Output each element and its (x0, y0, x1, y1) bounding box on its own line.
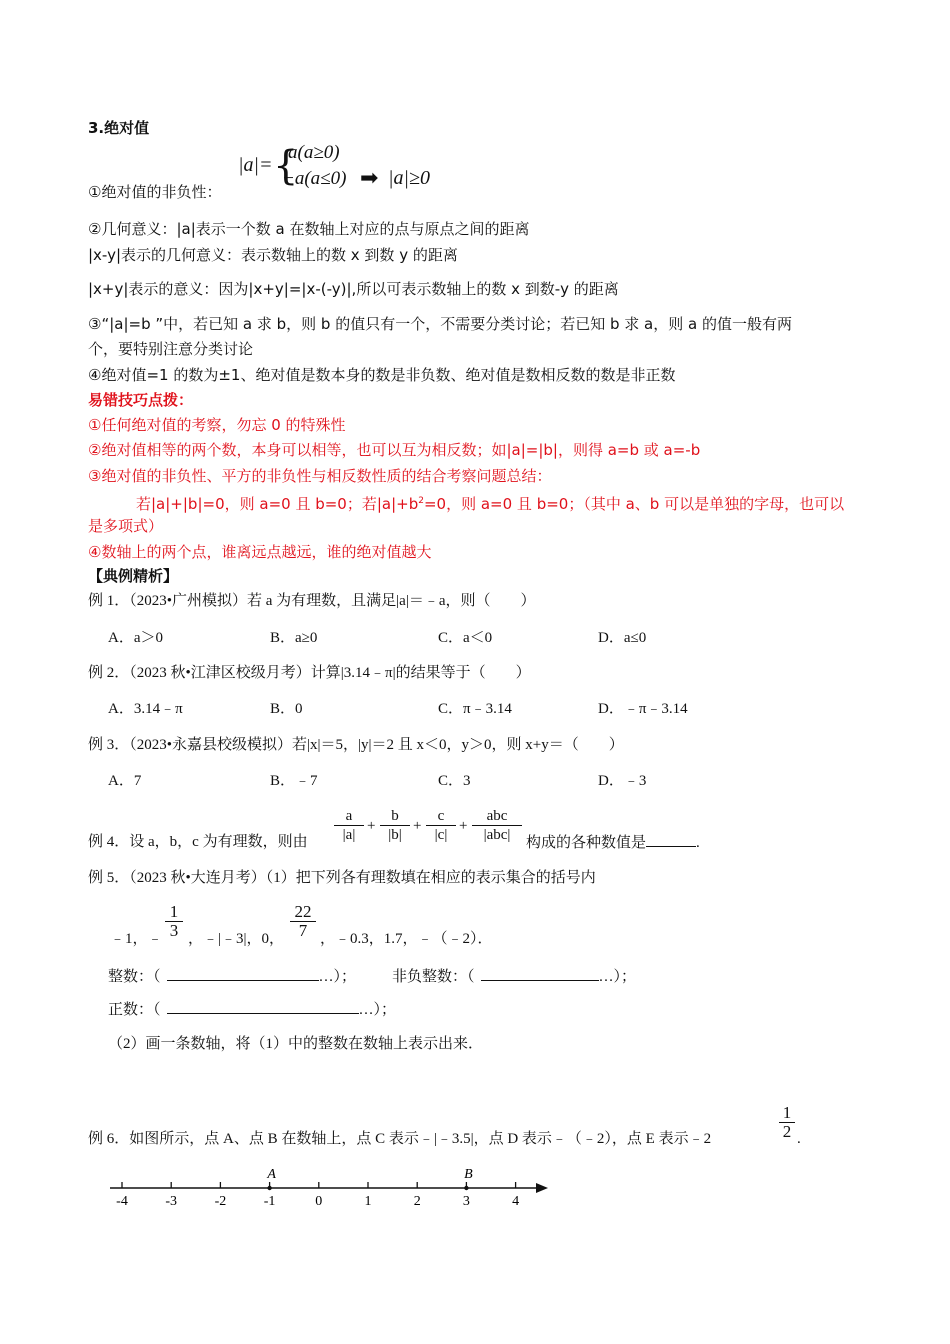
ex2-option-b: B．0 (270, 701, 303, 717)
ex1-option-d: D．a≤0 (598, 630, 647, 646)
ex6-frac-den: 2 (782, 1122, 792, 1141)
tip-3-detail (136, 491, 844, 514)
ex6-stem: 例 6．如图所示，点 A、点 B 在数轴上，点 C 表示﹣|﹣3.5|，点 D 表示﹣（﹣2），点 E 表示﹣2 (88, 1131, 712, 1147)
ex4-frac-c-den: |c| (434, 827, 448, 843)
ex5-nums-c: ，﹣0.3，1.7，﹣（﹣2）． (320, 931, 493, 947)
axis-tick-label: -1 (263, 1194, 276, 1209)
ex2-stem: 例 2．（2023 秋•江津区校级月考）计算|3.14﹣π|的结果等于（ ） (88, 665, 531, 681)
ex5-nums-a: ﹣1，﹣ (110, 931, 163, 947)
ex4-answer-blank[interactable] (646, 832, 696, 847)
ex4-frac-a-num: a (345, 808, 353, 824)
ex5-positive-set (108, 999, 396, 1020)
ex4-frac-b-num: b (391, 808, 399, 824)
ex5-int-end: …）； (318, 969, 357, 985)
ex5-nonneg-end: …）； (598, 969, 637, 985)
ex4-end: . (696, 835, 700, 851)
axis-arrow-icon (536, 1183, 548, 1193)
ex5-int-label: 整数：（ (108, 969, 161, 985)
ex5-nonneg-set (392, 966, 636, 987)
ex3-option-c: C．3 (438, 773, 471, 789)
section-title: 3.绝对值 (88, 119, 150, 137)
ex2-option-c: C．π﹣3.14 (438, 701, 512, 717)
p5-line1: ③“|a|=b ”中，若已知 a 求 b，则 b 的值只有一个，不需要分类讨论；若已知 b 求 a，则 a 的值一般有两 (88, 315, 792, 333)
axis-tick-label: 4 (512, 1194, 520, 1209)
ex4-fraction-b (380, 807, 410, 844)
ex5-frac2-den: 7 (298, 921, 308, 940)
tips-title: 易错技巧点拨： (88, 391, 194, 409)
ex5-int-blank[interactable] (167, 966, 319, 981)
examples-title: 【典例精析】 (88, 567, 179, 585)
axis-tick-label: 2 (413, 1194, 421, 1209)
number-line (100, 1158, 560, 1214)
p1-formula (238, 140, 458, 200)
point-b-label: B (464, 1167, 473, 1182)
tip-3: ③绝对值的非负性、平方的非负性与相反数性质的结合考察问题总结： (88, 467, 552, 485)
p4: |x+y|表示的意义：因为|x+y|=|x-(-y)|,所以可表示数轴上的数 x 到数-y 的距离 (88, 280, 619, 298)
ex4-suffix (526, 832, 700, 853)
ex3-option-b: B．﹣7 (270, 773, 318, 789)
ex5-part2: （2）画一条数轴，将（1）中的整数在数轴上表示出来． (108, 1036, 484, 1052)
ex5-pos-blank[interactable] (167, 999, 359, 1014)
ex5-integers-set (108, 966, 356, 987)
ex5-fraction-1 (165, 903, 183, 940)
ex4-suffix-text: 构成的各种数值是 (526, 835, 647, 851)
axis-tick-label: -2 (214, 1194, 227, 1209)
ex5-nonneg-blank[interactable] (481, 966, 599, 981)
ex5-nums-b: ，﹣|﹣3|，0， (188, 931, 285, 947)
ex2-option-d: D．﹣π﹣3.14 (598, 701, 688, 717)
axis-tick-label: -3 (165, 1194, 178, 1209)
ex4-frac-a-den: |a| (342, 827, 356, 843)
tip-3-detail-a: 若|a|+|b|=0，则 a=0 且 b=0；若|a|+b (136, 495, 419, 513)
ex4-frac-abc-den: |abc| (483, 827, 511, 843)
axis-tick-label: -4 (116, 1194, 128, 1209)
ex1-option-b: B．a≥0 (270, 630, 318, 646)
ex5-pos-label: 正数：（ (108, 1002, 161, 1018)
ex4-prefix: 例 4．设 a，b，c 为有理数，则由 (88, 834, 308, 850)
ex3-option-a: A．7 (108, 773, 142, 789)
ex4-frac-b-den: |b| (388, 827, 402, 843)
tip-1: ①任何绝对值的考察，勿忘 0 的特殊性 (88, 416, 346, 434)
point-b-dot (464, 1186, 468, 1190)
point-a-label: A (267, 1167, 276, 1182)
ex4-plus-1: + (367, 818, 376, 834)
ex1-stem: 例 1．（2023•广州模拟）若 a 为有理数，且满足|a|＝﹣a，则（ ） (88, 593, 536, 609)
ex4-plus-2: + (413, 818, 422, 834)
ex4-frac-c-num: c (437, 808, 445, 824)
ex2-option-a: A．3.14﹣π (108, 701, 183, 717)
ex3-stem: 例 3．（2023•永嘉县校级模拟）若|x|＝5，|y|＝2 且 x＜0，y＞0，则 x+y＝（ ） (88, 737, 624, 753)
axis-tick-label: 0 (315, 1194, 323, 1209)
ex6-stem-end: . (797, 1131, 801, 1147)
ex5-nonneg-label: 非负整数：（ (392, 969, 475, 985)
ex5-frac1-num: 1 (169, 902, 179, 921)
tip-2: ②绝对值相等的两个数，本身可以相等，也可以互为相反数；如|a|=|b|，则得 a=b 或 a=-b (88, 441, 701, 459)
ex4-fraction-a (334, 807, 364, 844)
formula-case1: a(a≥0) (288, 142, 340, 163)
ex5-frac1-den: 3 (169, 921, 179, 940)
ex4-plus-3: + (459, 818, 468, 834)
arrow-icon: ➡ (360, 166, 379, 191)
ex5-stem: 例 5．（2023 秋•大连月考）（1）把下列各有理数填在相应的表示集合的括号内 (88, 870, 596, 886)
tip-3-sup: 2 (418, 496, 424, 506)
point-a-dot (267, 1186, 271, 1190)
brace-icon: { (273, 143, 299, 189)
ex1-option-c: C．a＜0 (438, 630, 493, 646)
ex6-fraction (779, 1104, 795, 1141)
p6: ④绝对值=1 的数为±1、绝对值是数本身的数是非负数、绝对值是数相反数的数是非正数 (88, 366, 676, 384)
ex1-option-a: A．a＞0 (108, 630, 163, 646)
formula-lhs: |a|= (238, 154, 273, 176)
p1-label: ①绝对值的非负性： (88, 183, 222, 201)
formula-case2: −a(a≤0) (282, 168, 347, 189)
ex4-frac-abc-num: abc (486, 808, 508, 824)
formula-result: |a|≥0 (388, 167, 430, 189)
ex6-frac-num: 1 (782, 1103, 792, 1122)
ex4-fraction-c (426, 807, 456, 844)
ex5-fraction-2 (290, 903, 316, 940)
ex4-fraction-abc (472, 807, 522, 844)
p3: |x-y|表示的几何意义：表示数轴上的数 x 到数 y 的距离 (88, 246, 458, 264)
tip-4: ④数轴上的两个点，谁离远点越远，谁的绝对值越大 (88, 543, 432, 561)
axis-tick-label: 1 (364, 1194, 372, 1209)
p5-line2: 个，要特别注意分类讨论 (88, 340, 254, 358)
axis-tick-label: 3 (462, 1194, 470, 1209)
tip-3-detail-b: =0，则 a=0 且 b=0；（其中 a、b 可以是单独的字母，也可以 (423, 495, 845, 513)
ex5-pos-end: …）； (358, 1002, 397, 1018)
ex5-frac2-num: 22 (294, 902, 312, 921)
p2: ②几何意义：|a|表示一个数 a 在数轴上对应的点与原点之间的距离 (88, 220, 530, 238)
tip-3-detail-line2: 是多项式） (88, 517, 164, 535)
ex3-option-d: D．﹣3 (598, 773, 647, 789)
